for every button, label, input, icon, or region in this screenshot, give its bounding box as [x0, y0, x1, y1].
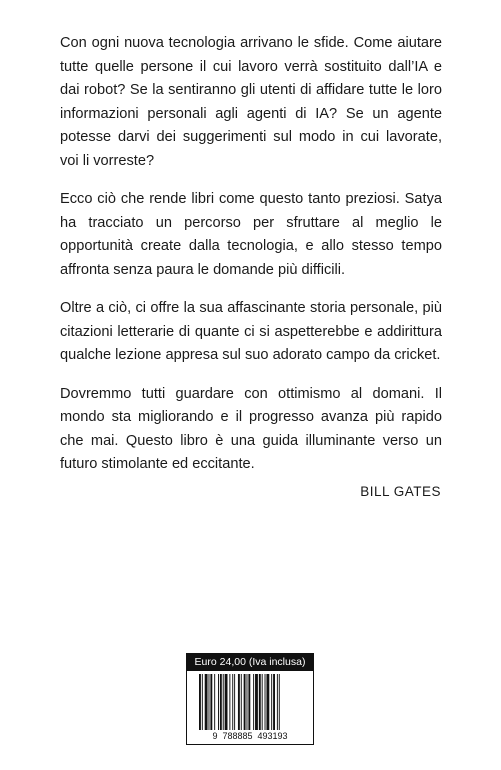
barcode-bar [232, 674, 233, 730]
barcode-bar [271, 674, 272, 730]
barcode-bar [277, 674, 278, 730]
barcode-bar [214, 674, 215, 730]
barcode-bar [244, 674, 246, 730]
author-signature: BILL GATES [360, 484, 441, 499]
barcode-bar [225, 674, 228, 730]
price-label: Euro 24,00 (Iva inclusa) [187, 654, 313, 671]
paragraph-3: Oltre a ciò, ci offre la sua affascinante storia personale, più citazioni letterarie di quante ci si aspetterebbe e addirittura qualche lezione appresa sul suo adorato campo da cricket. [60, 300, 442, 363]
back-cover-text [60, 32, 442, 492]
barcode-bars [195, 674, 305, 730]
barcode-bar [262, 674, 263, 730]
barcode-bar [202, 674, 203, 730]
isbn-left-digits: 788885 [222, 731, 253, 741]
barcode-bar [220, 674, 222, 730]
barcode-bar [247, 674, 248, 730]
paragraph-1: Con ogni nuova tecnologia arrivano le sfide. Come aiutare tutte quelle persone il cui lavoro verrà sostituito dall’IA e dai robot? Se la sentiranno gli utenti di affidare tutte le loro informazioni personali agli agenti di IA? Se un agente potesse darvi dei suggerimenti sul modo in cui lavorate, voi li vorreste? [60, 35, 442, 169]
barcode-bar [223, 674, 224, 730]
barcode-bar [210, 674, 212, 730]
barcode-label [186, 653, 314, 745]
paragraph-2: Ecco ciò che rende libri come questo tanto preziosi. Satya ha tracciato un percorso per sfruttare al meglio le opportunità create dalla tecnologia, e allo stesso tempo affronta senza paura le domande più difficili. [60, 191, 442, 278]
isbn-first-digit: 9 [212, 731, 218, 741]
barcode-bar [218, 674, 219, 730]
isbn-right-digits: 493193 [257, 731, 288, 741]
barcode-bar [248, 674, 250, 730]
barcode-bar [279, 674, 280, 730]
barcode-bar [238, 674, 240, 730]
barcode-bar [259, 674, 261, 730]
barcode-bar [234, 674, 235, 730]
barcode-bar [266, 674, 269, 730]
barcode-bar [273, 674, 275, 730]
barcode-bar [199, 674, 201, 730]
barcode-bar [265, 674, 266, 730]
isbn-number [187, 731, 313, 741]
barcode-bar [209, 674, 210, 730]
barcode-bar [241, 674, 242, 730]
paragraph-4: Dovremmo tutti guardare con ottimismo al domani. Il mondo sta migliorando e il progresso avanza più rapido che mai. Questo libro è una guida illuminante verso un futuro stimolante ed eccitante. [60, 385, 442, 472]
barcode-bar [255, 674, 258, 730]
barcode-bar [253, 674, 254, 730]
barcode-bar [205, 674, 208, 730]
barcode-bar [229, 674, 230, 730]
